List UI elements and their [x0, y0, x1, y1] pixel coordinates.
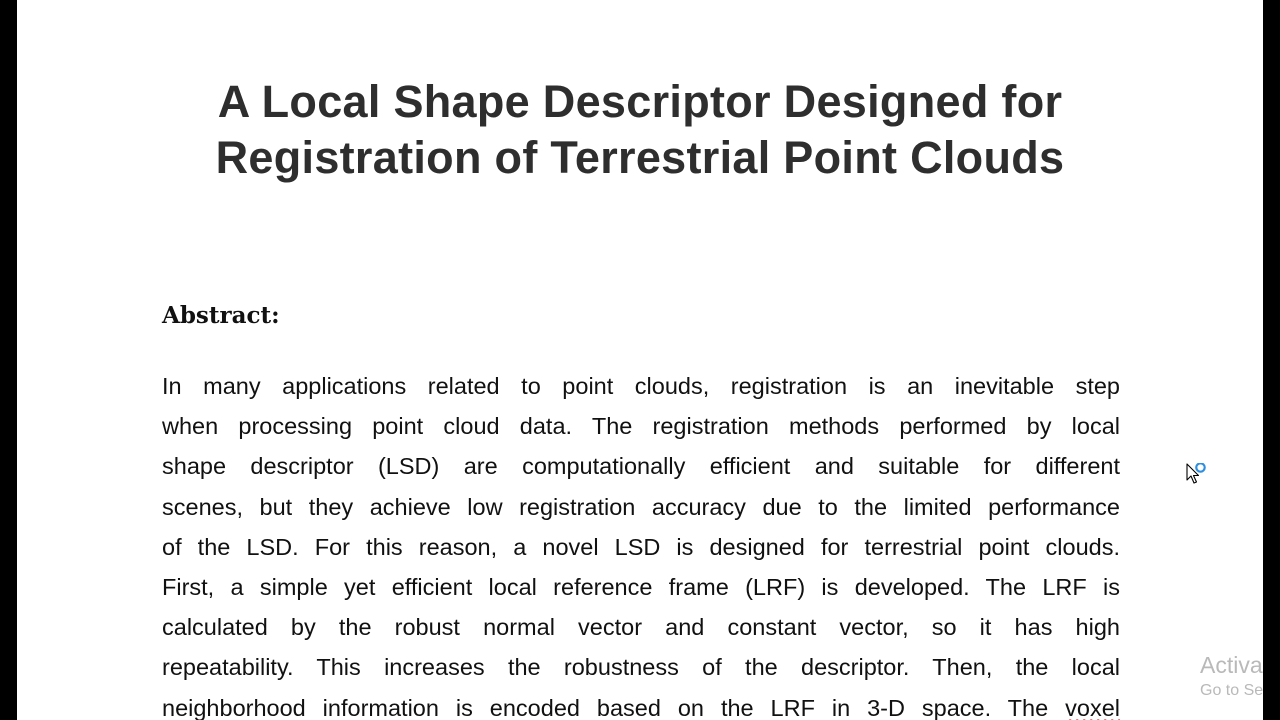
- abstract-line: First, a simple yet efficient local reference frame (LRF) is developed. The LRF is: [162, 573, 1120, 600]
- activation-watermark: [1200, 650, 1263, 702]
- document-title-line: A Local Shape Descriptor Designed for: [217, 76, 1063, 127]
- abstract-line: calculated by the robust normal vector and constant vector, so it has high: [162, 614, 1120, 641]
- document-title: [17, 74, 1263, 186]
- busy-arrow-cursor-icon: [1186, 463, 1208, 487]
- document-title-line: Registration of Terrestrial Point Clouds: [215, 132, 1065, 183]
- abstract-line-last: [162, 688, 1120, 720]
- abstract-line: shape descriptor (LSD) are computationally efficient and suitable for different: [162, 453, 1120, 480]
- abstract-line: scenes, but they achieve low registration accuracy due to the limited performance: [162, 493, 1120, 520]
- watermark-subtitle: Go to Se: [1200, 682, 1264, 699]
- abstract-paragraph: [162, 366, 1120, 720]
- abstract-line: when processing point cloud data. The registration methods performed by local: [162, 413, 1120, 440]
- abstract-line: In many applications related to point clouds, registration is an inevitable step: [162, 373, 1120, 399]
- spellcheck-flagged-word[interactable]: voxel: [1065, 694, 1120, 720]
- abstract-line-text: neighborhood information is encoded based on the LRF in 3-D space. The: [162, 694, 1066, 720]
- document-page: [17, 0, 1263, 720]
- abstract-heading: Abstract:: [162, 302, 280, 329]
- abstract-line: repeatability. This increases the robustness of the descriptor. Then, the local: [162, 654, 1120, 681]
- watermark-title: Activa: [1200, 652, 1263, 678]
- abstract-line: of the LSD. For this reason, a novel LSD is designed for terrestrial point clouds.: [162, 533, 1120, 560]
